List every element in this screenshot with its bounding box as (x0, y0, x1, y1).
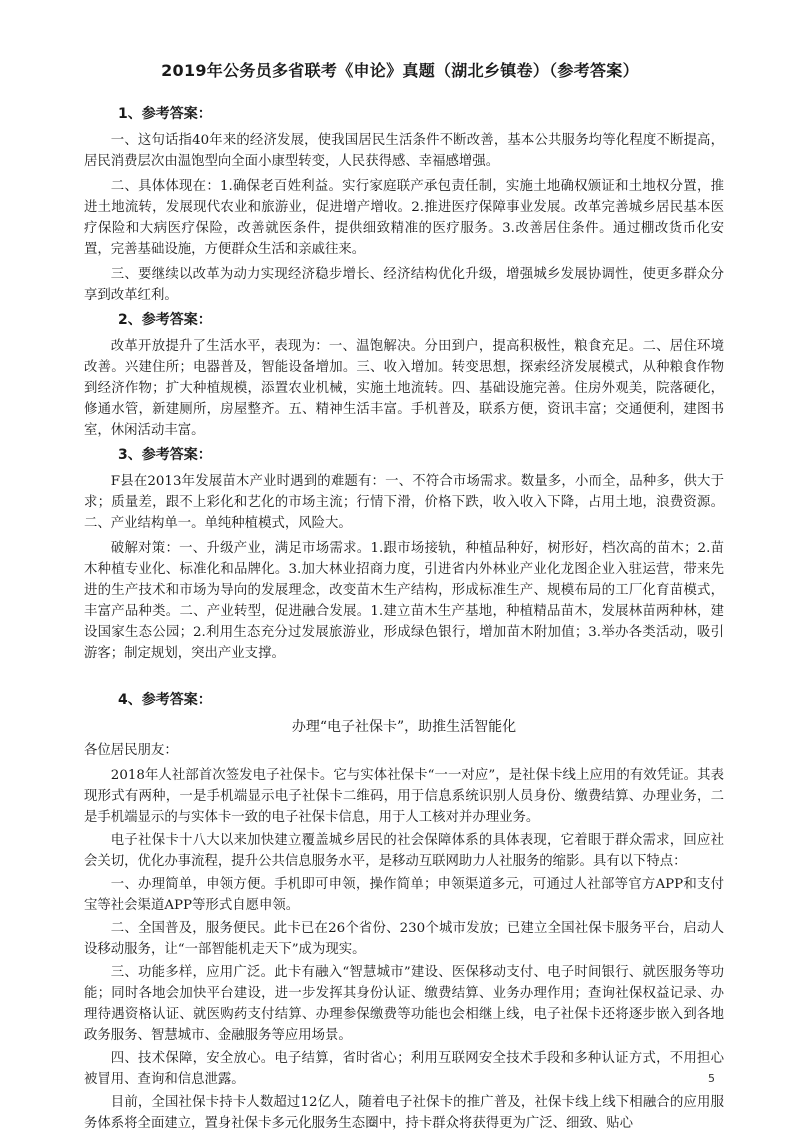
section-heading: 4、参考答案： (118, 692, 212, 708)
paragraph: 2018年人社部首次签发电子社保卡。它与实体社保卡“一一对应”，是社保卡线上应用的有效凭证。其表现形式有两种，一是手机端显示电子社保卡二维码，用于信息系统识别人员身份、缴费结算、办理业务，二是手机端显示的与实体卡一致的电子社保卡信息，用于人工核对并办理业务。 (84, 768, 724, 825)
speech-title: 办理“电子社保卡”，助推生活智能化 (291, 719, 517, 735)
answer-section-2 (84, 310, 724, 441)
paragraph: 破解对策：一、升级产业，满足市场需求。1.跟市场接轨，种植品种好，树形好，档次高的苗木；2.苗木种植专业化、标准化和品牌化。3.加大林业招商力度，引进省内外林业产业化龙图企业入驻运营，带来先进的生产技术和市场为导向的发展理念，改变苗木生产结构，形成标准生产、规模布局的工厂化育苗模式，丰富产品种类。二、产业转型，促进融合发展。1.建立苗木生产基地，种植精品苗木，发展林苗两种林，建设国家生态公园；2.利用生态充分过发展旅游业，形成绿色银行，增加苗木附加值；3.举办各类活动，吸引游客；制定规划，突出产业支撑。 (84, 541, 724, 661)
document-title: 2019年公务员多省联考《申论》真题（湖北乡镇卷）（参考答案） (161, 61, 639, 80)
paragraph: 二、全国普及，服务便民。此卡已在26个省份、230个城市发放；已建立全国社保卡服务平台，启动人设移动服务，让“一部智能机走天下”成为现实。 (84, 921, 724, 957)
salutation: 各位居民朋友： (84, 743, 178, 758)
paragraph: 目前，全国社保卡持卡人数超过12亿人，随着电子社保卡的推广普及，社保卡线上线下相融合的应用服务体系将全面建立，置身社保卡多元化服务生态圈中，持卡群众将获得更为广泛、细致、贴心 (84, 1095, 724, 1131)
paragraph: 三、功能多样，应用广泛。此卡有融入“智慧城市”建设、医保移动支付、电子时间银行、就医服务等功能；同时各地会加快平台建设，进一步发挥其身份认证、缴费结算、业务办理作用；查询社保权益记录、办理待遇资格认证、就医购药支付结算、办理参保缴费等功能也会相继上线，电子社保卡还将逐步嵌入到各地政务服务、智慧城市、金融服务等应用场景。 (84, 965, 724, 1043)
section-heading: 2、参考答案： (118, 312, 212, 328)
paragraph: F县在2013年发展苗木产业时遇到的难题有：一、不符合市场需求。数量多，小而全，品种多，供大于求；质量差，跟不上彩化和艺化的市场主流；行情下滑，价格下跌，收入收入下降，占用土地，浪费资源。二、产业结构单一。单纯种植模式，风险大。 (84, 474, 724, 531)
answer-section-4 (84, 690, 724, 1134)
section-heading: 3、参考答案： (118, 447, 212, 463)
answer-section-1 (84, 104, 724, 306)
paragraph: 一、这句话指40年来的经济发展，使我国居民生活条件不断改善，基本公共服务均等化程度不断提高，居民消费层次由温饱型向全面小康型转变，人民获得感、幸福感增强。 (84, 133, 724, 169)
section-spacer (84, 668, 724, 690)
paragraph: 四、技术保障，安全放心。电子结算，省时省心；利用互联网安全技术手段和多种认证方式，不用担心被冒用、查询和信息泄露。 (84, 1051, 724, 1087)
paragraph: 二、具体体现在：1.确保老百姓利益。实行家庭联产承包责任制，实施土地确权颁证和土地权分置，推进土地流转，发展现代农业和旅游业，促进增产增收。2.推进医疗保障事业发展。改革完善城乡居民基本医疗保险和大病医疗保险，改善就医条件，提供细致精准的医疗服务。3.改善居住条件。通过棚改货币化安置，完善基础设施，方便群众生活和亲戚往来。 (84, 179, 724, 257)
answer-section-3 (84, 445, 724, 664)
paragraph: 一、办理简单，申领方便。手机即可申领，操作简单；申领渠道多元，可通过人社部等官方APP和支付宝等社会渠道APP等形式自愿申领。 (84, 877, 724, 913)
paragraph: 三、要继续以改革为动力实现经济稳步增长、经济结构优化升级，增强城乡发展协调性，使更多群众分享到改革红利。 (84, 267, 724, 303)
page-number: 5 (708, 1072, 715, 1085)
paragraph: 电子社保卡十八大以来加快建立覆盖城乡居民的社会保障体系的具体表现，它着眼于群众需求，回应社会关切，优化办事流程，提升公共信息服务水平，是移动互联网助力人社服务的缩影。具有以下特点： (84, 833, 724, 869)
section-heading: 1、参考答案： (118, 106, 212, 122)
document-body (84, 104, 724, 1136)
paragraph: 改革开放提升了生活水平，表现为：一、温饱解决。分田到户，提高积极性，粮食充足。二、居住环境改善。兴建住所；电器普及，智能设备增加。三、收入增加。转变思想，探索经济发展模式，从种粮食作物到经济作物；扩大种植规模，添置农业机械，实施土地流转。四、基础设施完善。住房外观美，院落硬化，修通水管，新建厕所，房屋整齐。五、精神生活丰富。手机普及，联系方便，资讯丰富；交通便利，建图书室，休闲活动丰富。 (84, 339, 724, 438)
